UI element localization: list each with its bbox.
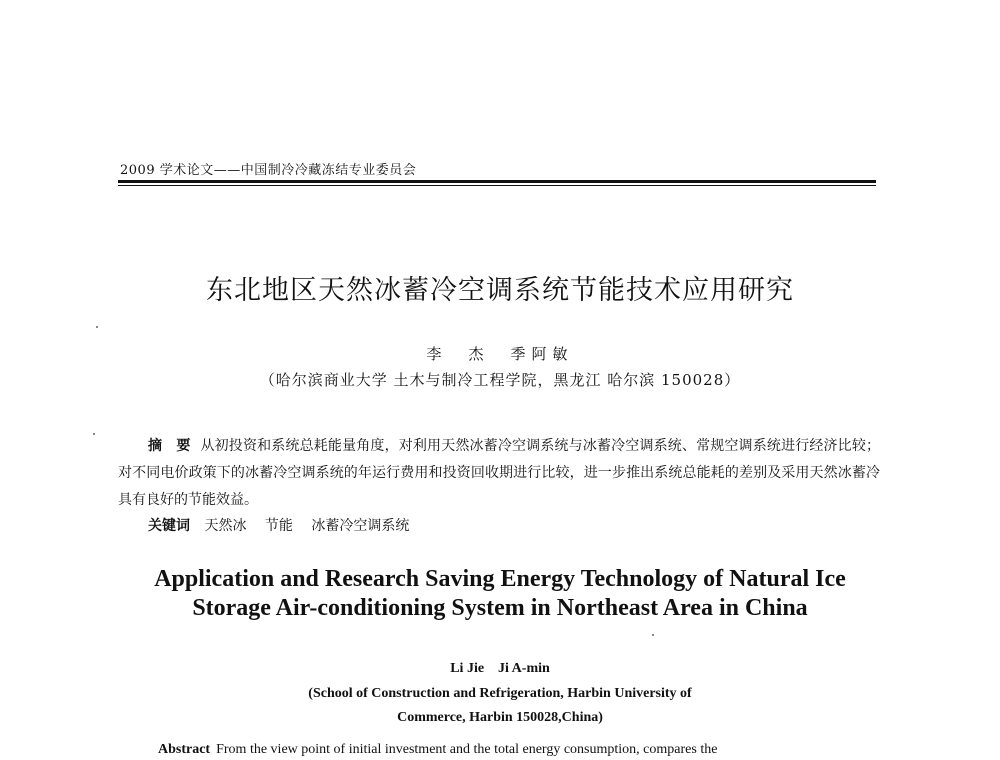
abstract-cn-text: 从初投资和系统总耗能量角度，对利用天然冰蓄冷空调系统与冰蓄冷空调系统、常规空调系统进行经济比较；对不同电价政策下的冰蓄冷空调系统的年运行费用和投资回收期进行比较，进一步推出系统总能耗的差别及采用天然冰蓄冷具有良好的节能效益。 — [118, 438, 881, 508]
paper-title-en-line1: Application and Research Saving Energy Technology of Natural Ice — [154, 566, 846, 592]
abstract-cn-label: 摘 要 — [148, 438, 191, 454]
affiliation-en-line2: Commerce, Harbin 150028,China) — [397, 710, 603, 725]
scan-speck — [93, 433, 95, 435]
paper-title-en-line2: Storage Air-conditioning System in Northeast Area in China — [192, 595, 808, 621]
keyword-item: 天然冰 — [204, 518, 247, 534]
paper-title-cn: 东北地区天然冰蓄冷空调系统节能技术应用研究 — [206, 275, 794, 306]
affiliation-en-line1: (School of Construction and Refrigeration, Harbin University of — [308, 686, 692, 701]
abstract-en — [118, 742, 880, 758]
affiliation-en — [0, 682, 1000, 730]
keyword-item: 冰蓄冷空调系统 — [311, 518, 410, 534]
keyword-item: 节能 — [264, 518, 293, 534]
abstract-en-label: Abstract — [158, 742, 211, 757]
authors-en: Li Jie Ji A-min — [450, 661, 550, 676]
keywords-cn — [148, 515, 423, 535]
running-header: 2009 学术论文——中国制冷冷藏冻结专业委员会 — [120, 163, 417, 178]
affiliation-cn: （哈尔滨商业大学 土木与制冷工程学院，黑龙江 哈尔滨 150028） — [259, 371, 741, 389]
authors-cn: 李 杰 季阿敏 — [426, 345, 574, 363]
paper-title-en — [0, 565, 1000, 623]
abstract-cn — [118, 433, 880, 514]
keywords-cn-label: 关键词 — [148, 518, 190, 534]
header-rule-thick — [118, 180, 876, 183]
scan-speck — [96, 326, 98, 328]
scan-speck — [652, 634, 654, 636]
abstract-en-text: From the view point of initial investment and the total energy consumption, compares the — [216, 742, 718, 757]
header-rule-thin — [118, 185, 876, 186]
